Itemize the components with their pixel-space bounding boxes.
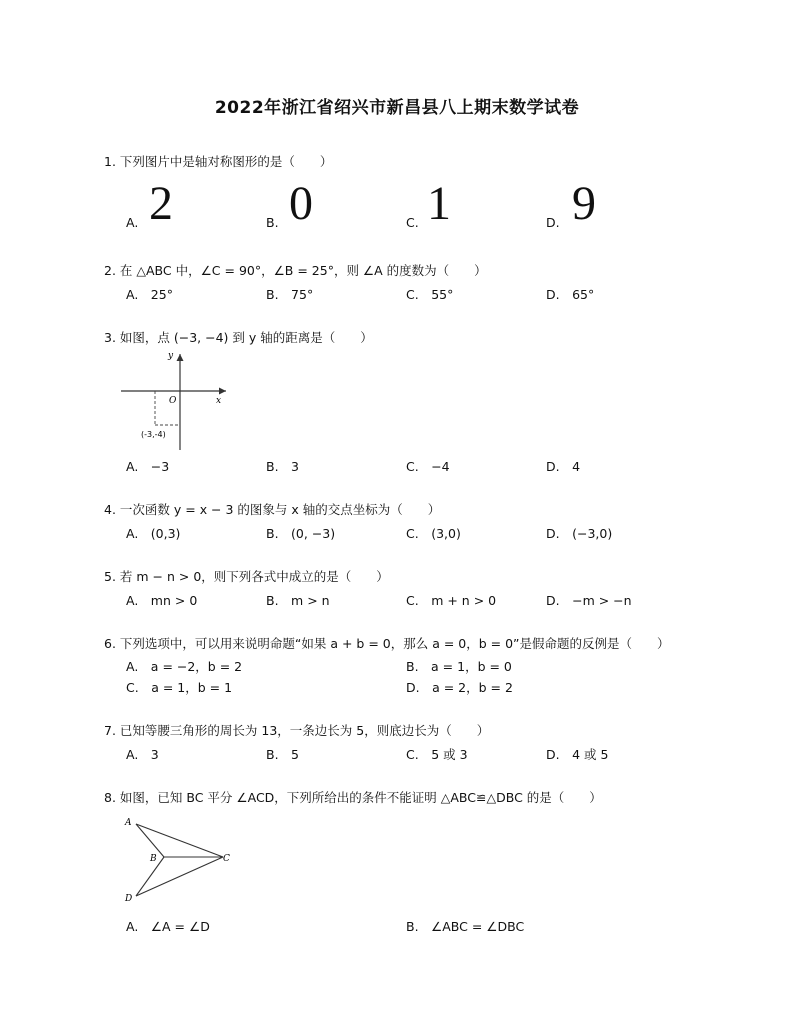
digit-image-0: 0: [289, 177, 313, 230]
question-2-option-a: A. 25°: [126, 287, 173, 302]
question-2-stem: 2. 在 △ABC 中，∠C = 90°，∠B = 25°，则 ∠A 的度数为（ ）: [104, 263, 487, 278]
question-4-stem: 4. 一次函数 y = x − 3 的图象与 x 轴的交点坐标为（ ）: [104, 502, 441, 517]
segment-ac: [136, 824, 223, 857]
question-8-option-b: B. ∠ABC = ∠DBC: [406, 919, 525, 934]
vertex-b-label: B: [150, 854, 157, 864]
digit-image-1: 1: [427, 177, 451, 230]
question-7-option-c: C. 5 或 3: [406, 747, 468, 762]
page-title: 2022年浙江省绍兴市新昌县八上期末数学试卷: [214, 98, 580, 118]
digit-image-2: 2: [149, 177, 173, 230]
question-6-option-d: D. a = 2，b = 2: [406, 680, 513, 695]
point-label: (-3,-4): [141, 430, 166, 439]
question-3-option-d: D. 4: [546, 459, 581, 474]
question-1-option-d: D.: [546, 215, 560, 230]
question-2-option-b: B. 75°: [266, 287, 314, 302]
question-5-stem: 5. 若 m − n > 0，则下列各式中成立的是（ ）: [104, 569, 389, 584]
question-1-option-c: C.: [406, 215, 419, 230]
question-4-option-b: B. (0, −3): [266, 526, 336, 541]
question-5-option-a: A. mn > 0: [126, 593, 198, 608]
origin-label: O: [169, 396, 177, 406]
question-8-option-a: A. ∠A = ∠D: [126, 919, 210, 934]
question-6-option-a: A. a = −2，b = 2: [126, 659, 243, 674]
question-7-stem: 7. 已知等腰三角形的周长为 13，一条边长为 5，则底边长为（ ）: [104, 723, 490, 738]
question-2-option-c: C. 55°: [406, 287, 454, 302]
triangle-figure: [120, 812, 240, 906]
question-3-option-a: A. −3: [126, 459, 170, 474]
question-3-stem: 3. 如图，点 (−3, −4) 到 y 轴的距离是（ ）: [104, 330, 373, 345]
question-4-option-c: C. (3,0): [406, 526, 461, 541]
question-7-option-d: D. 4 或 5: [546, 747, 609, 762]
question-1-stem: 1. 下列图片中是轴对称图形的是（ ）: [104, 154, 333, 169]
question-6-stem: 6. 下列选项中，可以用来说明命题“如果 a + b = 0，那么 a = 0，b = 0”是假命题的反例是（ ）: [104, 636, 670, 651]
question-3-option-c: C. −4: [406, 459, 450, 474]
question-5-option-c: C. m + n > 0: [406, 593, 497, 608]
question-1-option-b: B.: [266, 215, 279, 230]
question-5-option-d: D. −m > −n: [546, 593, 632, 608]
question-6-option-b: B. a = 1，b = 0: [406, 659, 512, 674]
question-3-option-b: B. 3: [266, 459, 300, 474]
question-7-option-b: B. 5: [266, 747, 300, 762]
vertex-a-label: A: [125, 818, 132, 828]
question-2-option-d: D. 65°: [546, 287, 595, 302]
question-1-option-a: A.: [126, 215, 139, 230]
question-6-option-c: C. a = 1，b = 1: [126, 680, 233, 695]
digit-image-9: 9: [572, 177, 596, 230]
x-axis-label: x: [216, 396, 222, 406]
question-7-option-a: A. 3: [126, 747, 159, 762]
vertex-d-label: D: [125, 894, 133, 904]
question-4-option-d: D. (−3,0): [546, 526, 613, 541]
vertex-c-label: C: [223, 854, 230, 864]
question-8-stem: 8. 如图，已知 BC 平分 ∠ACD，下列所给出的条件不能证明 △ABC≌△DBC 的是（ ）: [104, 790, 602, 805]
question-5-option-b: B. m > n: [266, 593, 330, 608]
coordinate-axes-figure: [118, 348, 233, 452]
y-axis-label: y: [168, 351, 174, 361]
question-4-option-a: A. (0,3): [126, 526, 181, 541]
